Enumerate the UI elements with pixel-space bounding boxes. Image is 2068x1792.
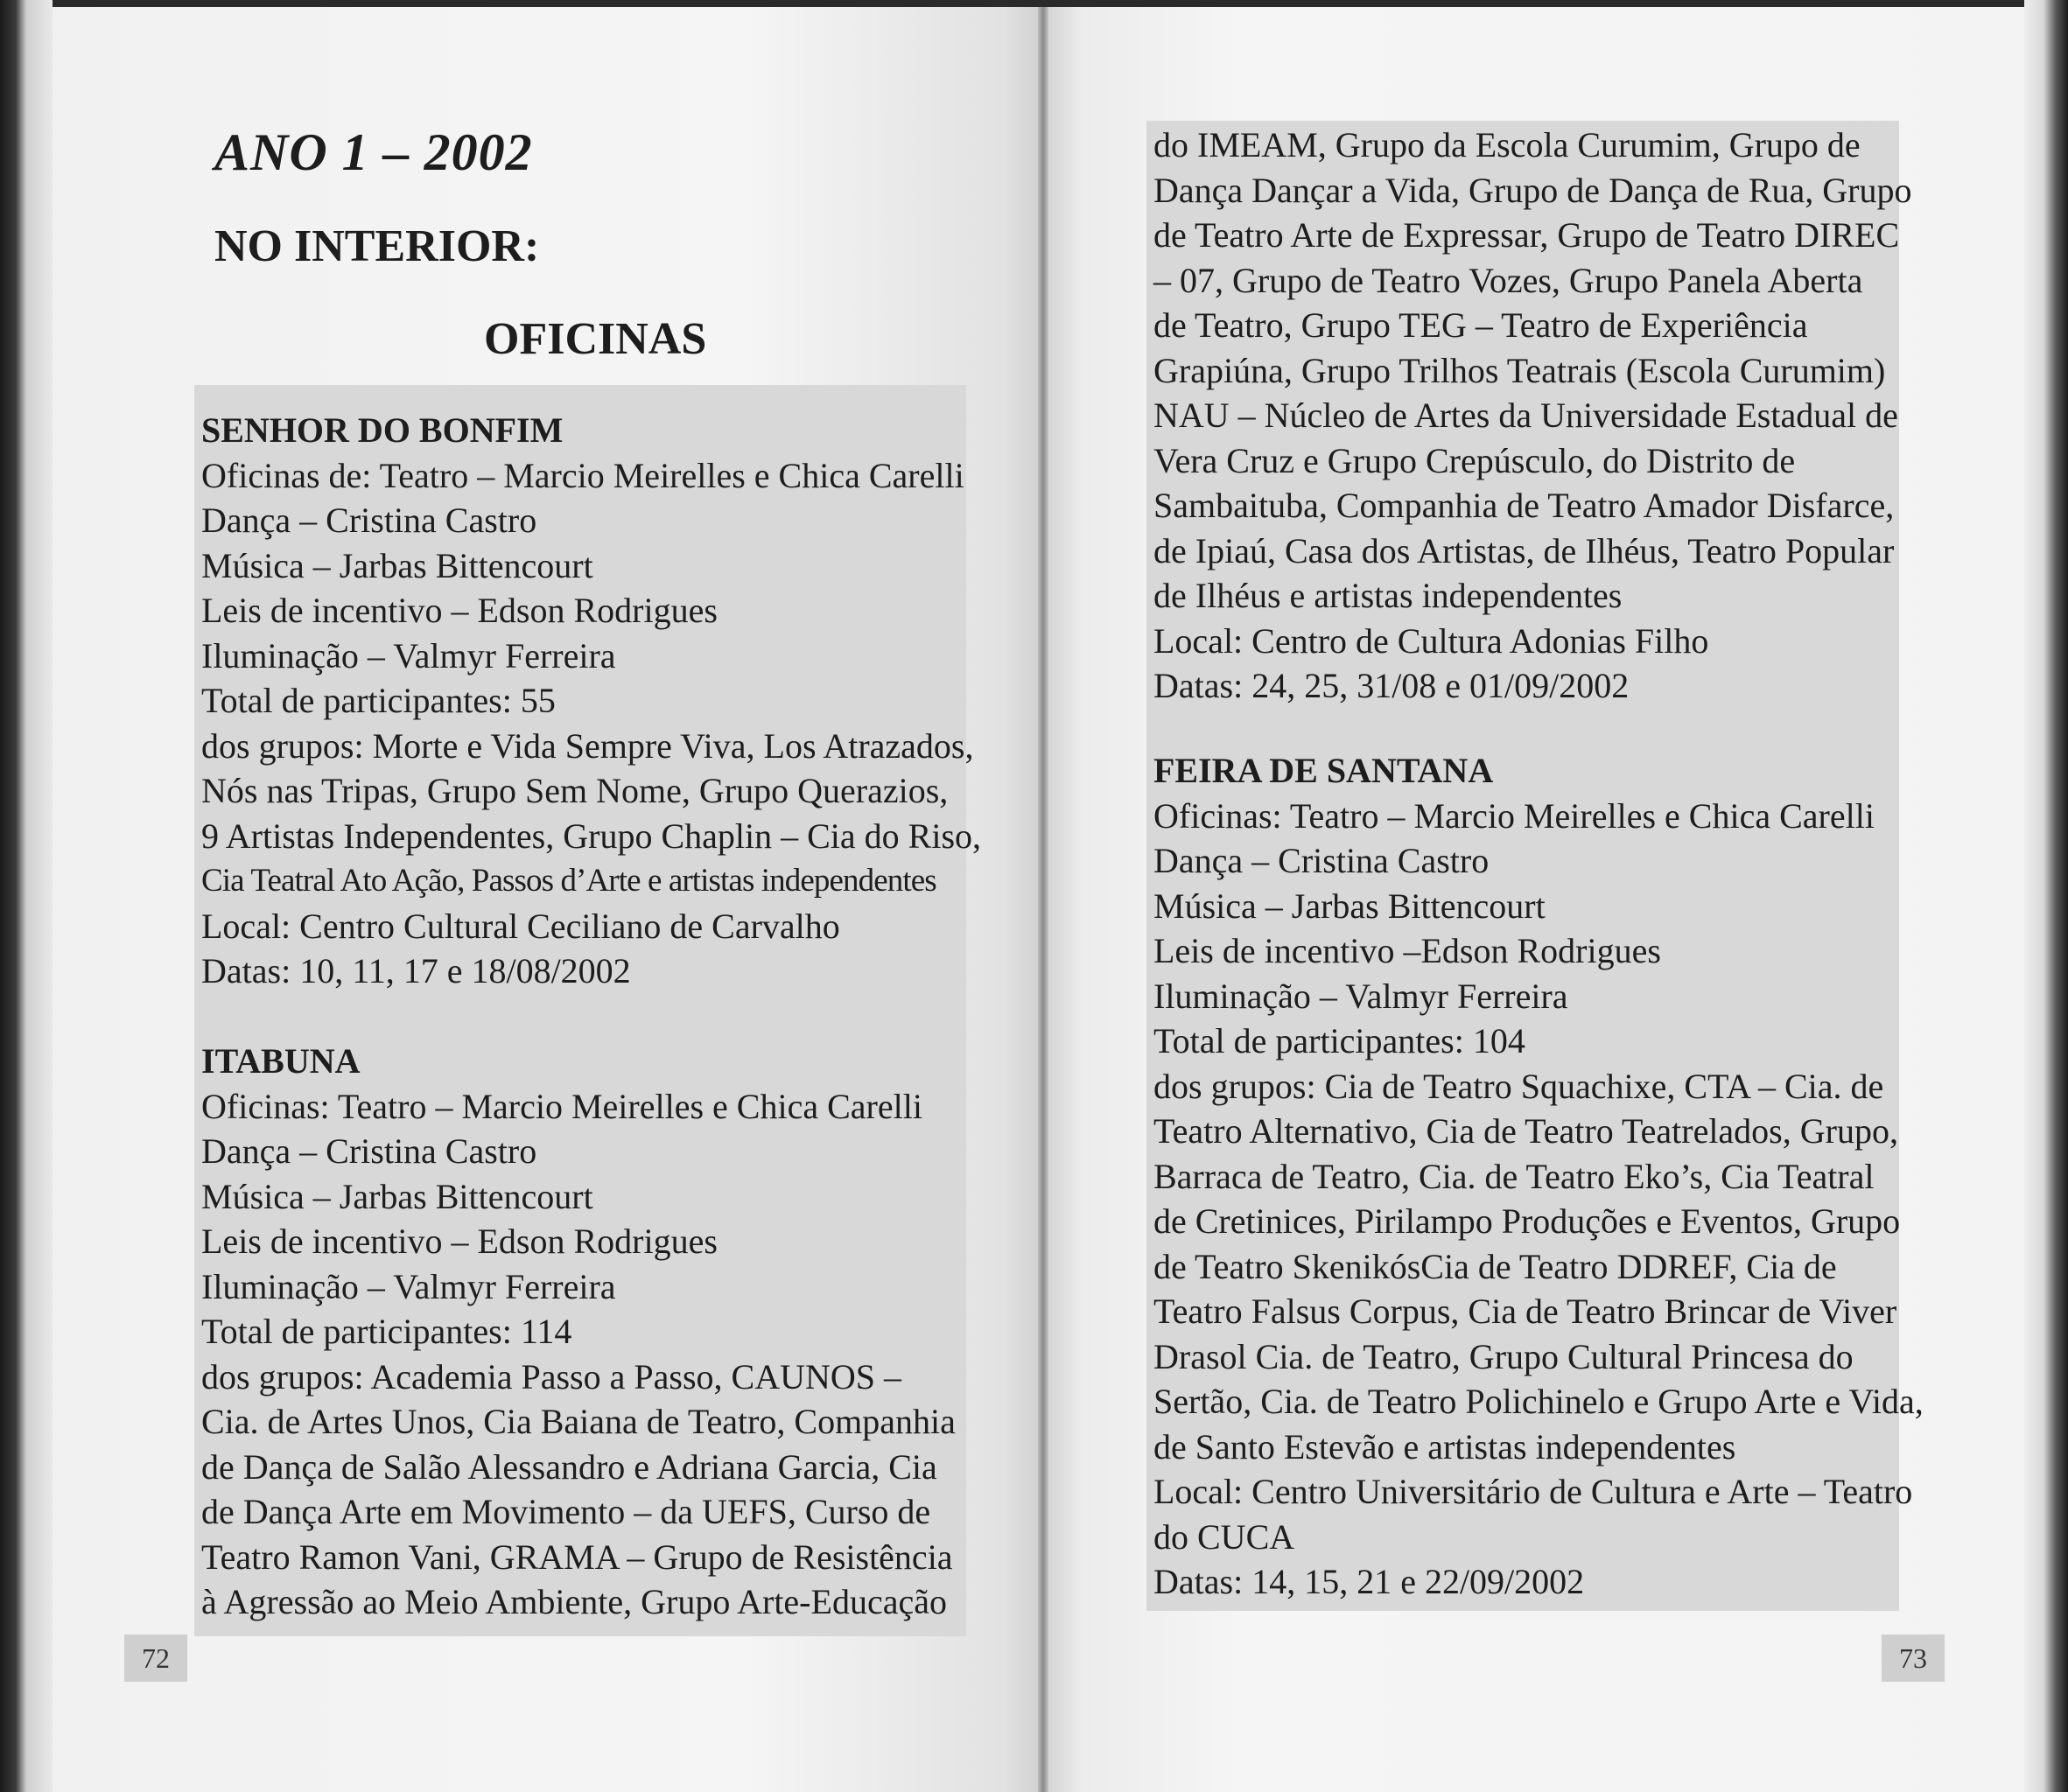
city-heading-itabuna: ITABUNA	[201, 1041, 361, 1081]
text-line: Leis de incentivo – Edson Rodrigues	[201, 1222, 718, 1261]
text-line: Datas: 14, 15, 21 e 22/09/2002	[1153, 1562, 1585, 1601]
text-line: Vera Cruz e Grupo Crepúsculo, do Distrito de	[1153, 440, 1796, 480]
text-line: dos grupos: Morte e Vida Sempre Viva, Los Atrazados,	[201, 725, 974, 766]
paragraph-spacer	[201, 994, 981, 1040]
text-line: Oficinas: Teatro – Marcio Meirelles e Chica Carelli	[201, 1086, 922, 1126]
text-line: Música – Jarbas Bittencourt	[201, 545, 593, 585]
text-line: Iluminação – Valmyr Ferreira	[201, 1266, 616, 1306]
text-line: de Teatro Arte de Expressar, Grupo de Teatro DIREC	[1153, 215, 1900, 255]
text-line: Teatro Falsus Corpus, Cia de Teatro Brincar de Viver	[1153, 1292, 1897, 1331]
region-heading: NO INTERIOR:	[214, 221, 540, 271]
book-edge-left	[0, 0, 53, 1792]
text-line: de Dança Arte em Movimento – da UEFS, Curso de	[201, 1492, 931, 1531]
text-line: Total de participantes: 104	[1153, 1021, 1525, 1060]
text-line: Datas: 10, 11, 17 e 18/08/2002	[201, 951, 631, 990]
text-line: Cia Teatral Ato Ação, Passos d’Arte e artistas independentes	[201, 863, 936, 899]
text-line: Iluminação – Valmyr Ferreira	[201, 635, 616, 676]
text-line: do IMEAM, Grupo da Escola Curumim, Grupo de	[1153, 125, 1861, 164]
text-line: Total de participantes: 55	[201, 681, 556, 720]
text-line: Dança – Cristina Castro	[201, 1131, 537, 1171]
city-heading-feira-de-santana: FEIRA DE SANTANA	[1153, 751, 1494, 790]
text-line: Datas: 24, 25, 31/08 e 01/09/2002	[1153, 666, 1630, 705]
text-line: à Agressão ao Meio Ambiente, Grupo Arte-Educação	[201, 1582, 947, 1621]
page-number-right: 73	[1882, 1634, 1945, 1682]
text-line: Música – Jarbas Bittencourt	[1153, 886, 1546, 926]
text-line: Grapiúna, Grupo Trilhos Teatrais (Escola Curumim)	[1153, 350, 1886, 390]
text-line: de Teatro SkenikósCia de Teatro DDREF, Cia de	[1153, 1246, 1837, 1286]
text-line: Oficinas: Teatro – Marcio Meirelles e Chica Carelli	[1153, 795, 1875, 836]
text-line: Cia. de Artes Unos, Cia Baiana de Teatro, Companhia	[201, 1402, 956, 1441]
text-line: Oficinas de: Teatro – Marcio Meirelles e Chica Carelli	[201, 455, 964, 495]
year-heading: ANO 1 – 2002	[214, 123, 533, 181]
text-line: Barraca de Teatro, Cia. de Teatro Eko’s, Cia Teatral	[1153, 1156, 1875, 1196]
text-line: Dança Dançar a Vida, Grupo de Dança de Rua, Grupo	[1153, 170, 1912, 210]
text-line: de Teatro, Grupo TEG – Teatro de Experiência	[1153, 305, 1808, 345]
text-line: Teatro Ramon Vani, GRAMA – Grupo de Resistência	[201, 1536, 953, 1577]
city-heading-senhor-do-bonfim: SENHOR DO BONFIM	[201, 410, 564, 450]
text-line: Local: Centro Cultural Ceciliano de Carvalho	[201, 906, 840, 946]
text-line: Sambaituba, Companhia de Teatro Amador Disfarce,	[1153, 486, 1895, 525]
text-line: de Santo Estevão e artistas independentes	[1153, 1426, 1736, 1466]
page-number-left: 72	[124, 1634, 187, 1682]
right-text-block-top	[1153, 122, 1912, 709]
text-line: Dança – Cristina Castro	[201, 500, 537, 540]
text-line: do CUCA	[1153, 1516, 1295, 1557]
text-line: NAU – Núcleo de Artes da Universidade Estadual de	[1153, 396, 1898, 435]
text-line: – 07, Grupo de Teatro Vozes, Grupo Panela Aberta	[1153, 260, 1863, 300]
text-line: 9 Artistas Independentes, Grupo Chaplin – Cia do Riso,	[201, 816, 982, 856]
text-line: dos grupos: Cia de Teatro Squachixe, CTA – Cia. de	[1153, 1066, 1884, 1106]
left-text-block	[201, 408, 981, 1625]
text-line: Total de participantes: 114	[201, 1312, 572, 1351]
text-line: de Ilhéus e artistas independentes	[1153, 576, 1623, 615]
text-line: Leis de incentivo – Edson Rodrigues	[201, 591, 718, 630]
text-line: de Cretinices, Pirilampo Produções e Eventos, Grupo	[1153, 1201, 1901, 1241]
text-line: Sertão, Cia. de Teatro Polichinelo e Grupo Arte e Vida,	[1153, 1382, 1924, 1421]
text-line: Drasol Cia. de Teatro, Grupo Cultural Princesa do	[1153, 1336, 1854, 1376]
section-heading: OFICINAS	[484, 314, 707, 364]
text-line: dos grupos: Academia Passo a Passo, CAUNOS –	[201, 1356, 901, 1396]
right-text-block-bottom	[1153, 748, 1924, 1605]
text-line: Local: Centro de Cultura Adonias Filho	[1153, 620, 1709, 661]
text-line: Local: Centro Universitário de Cultura e Arte – Teatro	[1153, 1472, 1913, 1511]
text-line: Teatro Alternativo, Cia de Teatro Teatrelados, Grupo,	[1153, 1111, 1898, 1151]
text-line: Música – Jarbas Bittencourt	[201, 1176, 593, 1216]
book-edge-right	[2024, 0, 2068, 1792]
book-gutter	[1038, 7, 1048, 1792]
text-line: Iluminação – Valmyr Ferreira	[1153, 976, 1568, 1016]
text-line: Nós nas Tripas, Grupo Sem Nome, Grupo Querazios,	[201, 771, 949, 810]
text-line: Dança – Cristina Castro	[1153, 841, 1490, 880]
text-line: de Dança de Salão Alessandro e Adriana Garcia, Cia	[201, 1446, 937, 1487]
text-line: de Ipiaú, Casa dos Artistas, de Ilhéus, Teatro Popular	[1153, 530, 1895, 570]
text-line: Leis de incentivo –Edson Rodrigues	[1153, 931, 1661, 970]
